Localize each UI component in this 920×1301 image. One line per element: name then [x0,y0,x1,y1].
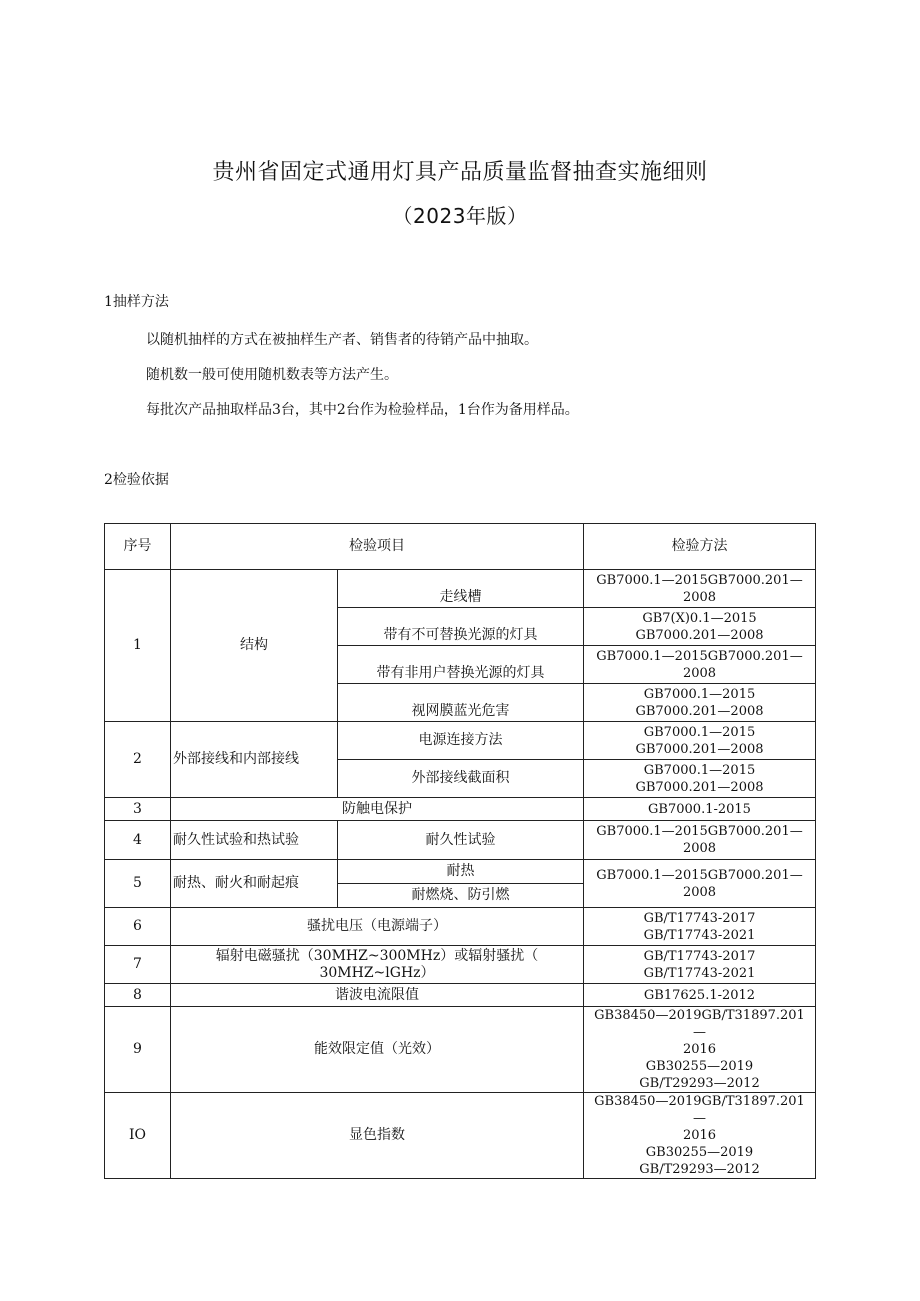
row-no: IO [105,1093,171,1179]
paragraph-random-number: 随机数一般可使用随机数表等方法产生。 [146,367,398,383]
row-method: GB7000.1—2015GB7000.201— 2008 [584,646,816,684]
row-no: 6 [105,908,171,946]
row-method: GB7(X)0.1—2015 GB7000.201—2008 [584,608,816,646]
paragraph-sample-quantity: 每批次产品抽取样品3台，其中2台作为检验样品，1台作为备用样品。 [146,402,579,418]
row-no: 1 [105,570,171,722]
row-category: 耐久性试验和热试验 [171,821,338,860]
row-subitem: 带有非用户替换光源的灯具 [338,646,584,684]
row-no: 3 [105,798,171,821]
row-method: GB7000.1—2015GB7000.201— 2008 [584,860,816,908]
row-method: GB7000.1-2015 [584,798,816,821]
row-no: 7 [105,946,171,984]
row-subitem: 视网膜蓝光危害 [338,684,584,722]
inspection-table [104,523,816,1179]
row-item: 能效限定值（光效） [171,1007,584,1093]
row-subitem: 耐久性试验 [338,821,584,860]
row-method: GB/T17743-2017 GB/T17743-2021 [584,946,816,984]
document-edition: （2023年版） [392,204,528,228]
table-row [105,722,816,760]
header-method: 检验方法 [584,524,816,570]
row-method: GB7000.1—2015 GB7000.201—2008 [584,684,816,722]
row-no: 4 [105,821,171,860]
header-item: 检验项目 [171,524,584,570]
row-method: GB7000.1—2015 GB7000.201—2008 [584,760,816,798]
row-subitem: 耐燃烧、防引燃 [338,884,584,908]
table-row [105,860,816,884]
table-row [105,946,816,984]
row-category: 结构 [171,570,338,722]
row-item: 防触电保护 [171,798,584,821]
row-subitem: 耐热 [338,860,584,884]
row-item: 谐波电流限值 [171,984,584,1007]
table-row [105,1007,816,1093]
section-1-heading: 1抽样方法 [104,294,169,310]
table-row [105,1093,816,1179]
table-row [105,798,816,821]
row-subitem: 电源连接方法 [338,722,584,760]
table-row [105,908,816,946]
row-method: GB/T17743-2017 GB/T17743-2021 [584,908,816,946]
row-category: 耐热、耐火和耐起痕 [171,860,338,908]
row-method: GB38450—2019GB/T31897.201— 2016 GB30255—2019 GB/T29293—2012 [584,1007,816,1093]
row-method: GB7000.1—2015GB7000.201— 2008 [584,570,816,608]
table-header-row [105,524,816,570]
table-row [105,570,816,608]
header-no: 序号 [105,524,171,570]
row-no: 5 [105,860,171,908]
row-subitem: 走线槽 [338,570,584,608]
row-no: 8 [105,984,171,1007]
row-item: 骚扰电压（电源端子） [171,908,584,946]
row-subitem: 外部接线截面积 [338,760,584,798]
row-method: GB38450—2019GB/T31897.201— 2016 GB30255—2019 GB/T29293—2012 [584,1093,816,1179]
document-title: 贵州省固定式通用灯具产品质量监督抽查实施细则 [212,160,708,185]
row-subitem: 带有不可替换光源的灯具 [338,608,584,646]
row-method: GB7000.1—2015 GB7000.201—2008 [584,722,816,760]
row-category: 外部接线和内部接线 [171,722,338,798]
row-item: 显色指数 [171,1093,584,1179]
row-item: 辐射电磁骚扰（30MHZ~300MHz）或辐射骚扰（ 30MHZ~lGHz） [171,946,584,984]
paragraph-sampling-method: 以随机抽样的方式在被抽样生产者、销售者的待销产品中抽取。 [146,332,538,348]
section-2-heading: 2检验依据 [104,472,169,488]
table-row [105,821,816,860]
row-method: GB7000.1—2015GB7000.201— 2008 [584,821,816,860]
row-no: 2 [105,722,171,798]
row-no: 9 [105,1007,171,1093]
table-row [105,984,816,1007]
row-method: GB17625.1-2012 [584,984,816,1007]
